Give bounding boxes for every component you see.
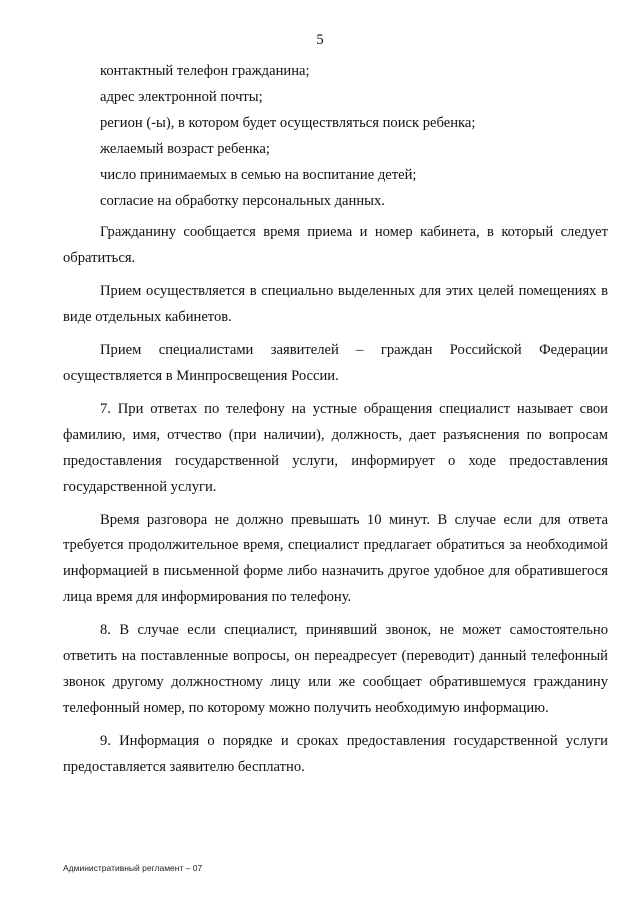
- list-item: адрес электронной почты;: [100, 88, 263, 105]
- paragraph-appointment-time: Гражданину сообщается время приема и номер кабинета, в который следует обратиться.: [63, 224, 608, 267]
- footer-note: Административный регламент – 07: [63, 863, 203, 873]
- document-body: [63, 59, 608, 781]
- paragraph-item-9: 9. Информация о порядке и сроках предоставления государственной услуги предоставляется заявителю бесплатно.: [63, 732, 608, 775]
- list-item: согласие на обработку персональных данных.: [100, 192, 385, 209]
- list-item: контактный телефон гражданина;: [100, 63, 310, 79]
- list-item: число принимаемых в семью на воспитание детей;: [100, 166, 417, 183]
- paragraph-item-7: 7. При ответах по телефону на устные обращения специалист называет свои фамилию, имя, отчество (при наличии), должность, дает разъяснения по вопросам предоставления государственной услуги, информирует о ходе предоставления государственной услуги.: [63, 400, 608, 495]
- applicant-data-list: [63, 59, 608, 214]
- page-number: 5: [316, 32, 324, 48]
- list-item: желаемый возраст ребенка;: [100, 140, 270, 157]
- paragraph-reception-rooms: Прием осуществляется в специально выделенных для этих целей помещениях в виде отдельных кабинетов.: [63, 283, 608, 326]
- list-item: регион (-ы), в котором будет осуществляться поиск ребенка;: [100, 114, 476, 131]
- paragraph-call-duration: Время разговора не должно превышать 10 минут. В случае если для ответа требуется продолжительное время, специалист предлагает обратиться за необходимой информацией в письменной форме либо назначить другое удобное для обратившегося лица время для информирования по телефону.: [63, 511, 608, 606]
- paragraph-item-8: 8. В случае если специалист, принявший звонок, не может самостоятельно ответить на поставленные вопросы, он переадресует (переводит) данный телефонный звонок другому должностному лицу или же сообщает обратившемуся гражданину телефонный номер, по которому можно получить необходимую информацию.: [63, 622, 608, 716]
- paragraph-reception-citizens: Прием специалистами заявителей – граждан Российской Федерации осуществляется в Минпросвещения России.: [63, 342, 608, 384]
